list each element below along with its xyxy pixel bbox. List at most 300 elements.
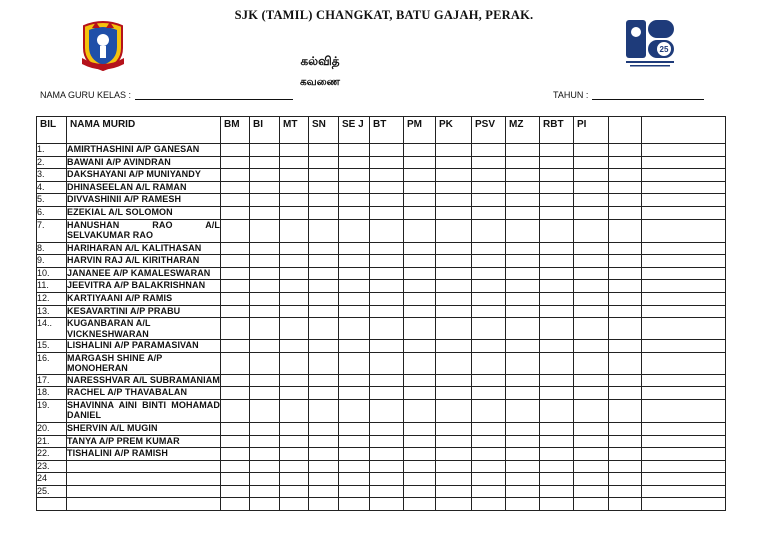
- grade-cell: [609, 292, 642, 305]
- grade-cell: [574, 473, 609, 486]
- grade-cell: [250, 498, 280, 511]
- row-student-name: HARIHARAN A/L KALITHASAN: [67, 242, 221, 255]
- row-bil: 24: [37, 473, 67, 486]
- grade-cell: [339, 448, 370, 461]
- grade-cell: [250, 473, 280, 486]
- grade-cell: [506, 156, 540, 169]
- grade-cell: [472, 242, 506, 255]
- grade-cell: [250, 156, 280, 169]
- grade-cell: [339, 242, 370, 255]
- grade-cell: [609, 181, 642, 194]
- grade-cell: [221, 318, 250, 340]
- table-row: [37, 352, 726, 374]
- grade-cell: [574, 219, 609, 242]
- grade-cell: [506, 255, 540, 268]
- grade-cell: [280, 399, 309, 422]
- row-student-name: JANANEE A/P KAMALESWARAN: [67, 267, 221, 280]
- grade-cell: [472, 156, 506, 169]
- grade-cell: [404, 305, 436, 318]
- row-student-name: TISHALINI A/P RAMISH: [67, 448, 221, 461]
- grade-cell: [370, 422, 404, 435]
- grade-cell: [540, 352, 574, 374]
- grade-cell: [309, 181, 339, 194]
- row-bil: 14..: [37, 318, 67, 340]
- grade-cell: [280, 460, 309, 473]
- col-header-rbt: RBT: [540, 117, 574, 144]
- grade-cell: [370, 169, 404, 182]
- grade-cell: [609, 144, 642, 157]
- tahun-blank-line: [592, 90, 704, 100]
- grade-cell: [540, 340, 574, 353]
- grade-cell: [609, 460, 642, 473]
- grade-cell: [221, 473, 250, 486]
- grade-cell: [609, 242, 642, 255]
- grade-cell: [221, 194, 250, 207]
- grade-cell: [309, 292, 339, 305]
- col-header-sej: SE J: [339, 117, 370, 144]
- grade-cell: [540, 318, 574, 340]
- grade-cell: [540, 448, 574, 461]
- grade-cell: [609, 435, 642, 448]
- svg-text:25: 25: [659, 45, 669, 54]
- grade-cell: [642, 194, 726, 207]
- grade-cell: [506, 318, 540, 340]
- row-student-name: AMIRTHASHINI A/P GANESAN: [67, 144, 221, 157]
- grade-cell: [609, 169, 642, 182]
- grade-cell: [472, 255, 506, 268]
- row-bil: 2.: [37, 156, 67, 169]
- grade-cell: [436, 156, 472, 169]
- grade-cell: [642, 374, 726, 387]
- col-header-blank-1: [609, 117, 642, 144]
- row-bil: 17.: [37, 374, 67, 387]
- grade-cell: [309, 352, 339, 374]
- grade-cell: [221, 399, 250, 422]
- grade-cell: [540, 194, 574, 207]
- grade-cell: [472, 498, 506, 511]
- grade-cell: [642, 387, 726, 400]
- grade-cell: [540, 267, 574, 280]
- grade-cell: [339, 374, 370, 387]
- col-header-psv: PSV: [472, 117, 506, 144]
- grade-cell: [221, 448, 250, 461]
- grade-cell: [221, 460, 250, 473]
- grade-cell: [221, 305, 250, 318]
- row-student-name: EZEKIAL A/L SOLOMON: [67, 206, 221, 219]
- grade-cell: [436, 448, 472, 461]
- table-row: [37, 206, 726, 219]
- grade-cell: [309, 206, 339, 219]
- grade-cell: [339, 318, 370, 340]
- grade-cell: [642, 485, 726, 498]
- grade-cell: [404, 473, 436, 486]
- grade-cell: [436, 181, 472, 194]
- grade-cell: [506, 280, 540, 293]
- grade-cell: [221, 219, 250, 242]
- grade-cell: [472, 219, 506, 242]
- grade-cell: [404, 267, 436, 280]
- grade-cell: [404, 255, 436, 268]
- grade-cell: [609, 374, 642, 387]
- grade-cell: [404, 156, 436, 169]
- grade-cell: [506, 305, 540, 318]
- row-student-name: HARVIN RAJ A/L KIRITHARAN: [67, 255, 221, 268]
- grade-cell: [309, 280, 339, 293]
- grade-cell: [280, 206, 309, 219]
- grade-cell: [221, 255, 250, 268]
- grade-cell: [540, 292, 574, 305]
- grade-cell: [404, 422, 436, 435]
- grade-cell: [642, 181, 726, 194]
- col-header-mz: MZ: [506, 117, 540, 144]
- grade-cell: [574, 144, 609, 157]
- grade-cell: [436, 473, 472, 486]
- grade-cell: [221, 292, 250, 305]
- grade-cell: [436, 318, 472, 340]
- table-row: [37, 194, 726, 207]
- grade-cell: [370, 352, 404, 374]
- table-row: [37, 280, 726, 293]
- row-student-name: DIVVASHINII A/P RAMESH: [67, 194, 221, 207]
- row-bil: 18.: [37, 387, 67, 400]
- grade-cell: [574, 255, 609, 268]
- grade-cell: [609, 194, 642, 207]
- grade-cell: [574, 305, 609, 318]
- grade-cell: [404, 374, 436, 387]
- grade-cell: [506, 181, 540, 194]
- grade-cell: [221, 169, 250, 182]
- grade-cell: [609, 280, 642, 293]
- table-row: [37, 242, 726, 255]
- grade-cell: [309, 473, 339, 486]
- row-student-name: JEEVITRA A/P BALAKRISHNAN: [67, 280, 221, 293]
- grade-cell: [404, 387, 436, 400]
- grade-cell: [221, 485, 250, 498]
- grade-cell: [370, 206, 404, 219]
- grade-cell: [339, 387, 370, 400]
- grade-cell: [642, 292, 726, 305]
- grade-cell: [339, 280, 370, 293]
- grade-cell: [506, 144, 540, 157]
- grade-cell: [370, 448, 404, 461]
- grade-cell: [221, 181, 250, 194]
- grade-cell: [540, 144, 574, 157]
- grade-cell: [339, 460, 370, 473]
- grade-cell: [472, 448, 506, 461]
- grade-cell: [309, 340, 339, 353]
- row-bil: 13.: [37, 305, 67, 318]
- grade-cell: [540, 399, 574, 422]
- table-row: [37, 181, 726, 194]
- grade-cell: [221, 352, 250, 374]
- grade-cell: [642, 206, 726, 219]
- grade-cell: [250, 292, 280, 305]
- grade-cell: [250, 387, 280, 400]
- grade-cell: [309, 374, 339, 387]
- grade-cell: [609, 473, 642, 486]
- grade-cell: [309, 435, 339, 448]
- grade-cell: [370, 255, 404, 268]
- grade-cell: [404, 219, 436, 242]
- row-bil: 15.: [37, 340, 67, 353]
- grade-cell: [574, 498, 609, 511]
- grade-cell: [309, 169, 339, 182]
- grade-cell: [436, 267, 472, 280]
- grade-cell: [436, 422, 472, 435]
- col-header-bil: BIL: [37, 117, 67, 144]
- guru-kelas-field: [40, 90, 293, 100]
- grade-cell: [250, 352, 280, 374]
- grade-cell: [404, 181, 436, 194]
- row-student-name: SHAVINNA AINI BINTI MOHAMAD DANIEL: [67, 399, 220, 421]
- table-row: [37, 219, 726, 242]
- table-row: [37, 422, 726, 435]
- grade-cell: [309, 255, 339, 268]
- grade-cell: [506, 387, 540, 400]
- grade-cell: [472, 144, 506, 157]
- grade-cell: [540, 305, 574, 318]
- grade-cell: [404, 435, 436, 448]
- grade-cell: [506, 292, 540, 305]
- grade-cell: [472, 194, 506, 207]
- grade-cell: [339, 219, 370, 242]
- grade-cell: [472, 340, 506, 353]
- grade-cell: [540, 498, 574, 511]
- col-header-pi: PI: [574, 117, 609, 144]
- table-row: [37, 267, 726, 280]
- grade-cell: [472, 387, 506, 400]
- grade-cell: [506, 219, 540, 242]
- grade-cell: [540, 387, 574, 400]
- grade-cell: [339, 435, 370, 448]
- grade-cell: [642, 473, 726, 486]
- grade-cell: [609, 399, 642, 422]
- row-student-name: TANYA A/P PREM KUMAR: [67, 435, 221, 448]
- grade-cell: [436, 460, 472, 473]
- grade-cell: [472, 352, 506, 374]
- grade-cell: [280, 181, 309, 194]
- grade-cell: [404, 280, 436, 293]
- grade-cell: [609, 318, 642, 340]
- grade-cell: [642, 460, 726, 473]
- grade-cell: [609, 219, 642, 242]
- row-student-name: KESAVARTINI A/P PRABU: [67, 305, 221, 318]
- grade-cell: [642, 219, 726, 242]
- grade-cell: [404, 448, 436, 461]
- table-row: [37, 318, 726, 340]
- grade-cell: [404, 194, 436, 207]
- grade-cell: [574, 399, 609, 422]
- grade-cell: [472, 181, 506, 194]
- grade-cell: [280, 340, 309, 353]
- grade-cell: [642, 435, 726, 448]
- grade-cell: [309, 318, 339, 340]
- grade-cell: [609, 267, 642, 280]
- grade-cell: [436, 498, 472, 511]
- student-grade-table: [36, 116, 726, 511]
- grade-cell: [370, 219, 404, 242]
- grade-cell: [540, 280, 574, 293]
- grade-cell: [540, 473, 574, 486]
- grade-cell: [339, 169, 370, 182]
- table-row: [37, 156, 726, 169]
- grade-cell: [472, 485, 506, 498]
- grade-cell: [436, 485, 472, 498]
- grade-cell: [506, 435, 540, 448]
- grade-cell: [370, 387, 404, 400]
- col-header-pm: PM: [404, 117, 436, 144]
- grade-cell: [280, 144, 309, 157]
- grade-cell: [339, 292, 370, 305]
- grade-cell: [280, 242, 309, 255]
- grade-cell: [280, 352, 309, 374]
- grade-cell: [250, 267, 280, 280]
- grade-cell: [309, 194, 339, 207]
- grade-cell: [574, 318, 609, 340]
- grade-cell: [309, 498, 339, 511]
- grade-cell: [436, 219, 472, 242]
- grade-cell: [221, 435, 250, 448]
- grade-cell: [436, 340, 472, 353]
- grade-cell: [221, 340, 250, 353]
- table-row: [37, 448, 726, 461]
- grade-cell: [280, 169, 309, 182]
- table-row: [37, 387, 726, 400]
- grade-cell: [280, 387, 309, 400]
- grade-cell: [309, 485, 339, 498]
- table-header-row: [37, 117, 726, 144]
- row-bil: 20.: [37, 422, 67, 435]
- grade-cell: [540, 435, 574, 448]
- grade-cell: [250, 242, 280, 255]
- grade-cell: [250, 460, 280, 473]
- grade-cell: [370, 267, 404, 280]
- grade-cell: [609, 422, 642, 435]
- grade-cell: [221, 422, 250, 435]
- school-name: SJK (TAMIL) CHANGKAT, BATU GAJAH, PERAK.: [234, 8, 534, 22]
- grade-cell: [221, 267, 250, 280]
- grade-cell: [221, 387, 250, 400]
- grade-cell: [540, 255, 574, 268]
- grade-cell: [339, 340, 370, 353]
- grade-cell: [280, 318, 309, 340]
- grade-cell: [339, 255, 370, 268]
- grade-cell: [574, 206, 609, 219]
- grade-cell: [221, 242, 250, 255]
- table-row: [37, 305, 726, 318]
- grade-cell: [574, 267, 609, 280]
- grade-cell: [436, 387, 472, 400]
- grade-cell: [339, 194, 370, 207]
- grade-cell: [250, 255, 280, 268]
- grade-cell: [642, 267, 726, 280]
- grade-cell: [540, 374, 574, 387]
- grade-cell: [250, 305, 280, 318]
- row-student-name: KUGANBARAN A/L VICKNESHWARAN: [67, 318, 221, 340]
- grade-cell: [642, 156, 726, 169]
- grade-cell: [506, 352, 540, 374]
- row-student-name: [67, 473, 221, 486]
- grade-cell: [506, 194, 540, 207]
- grade-cell: [642, 498, 726, 511]
- col-header-bm: BM: [221, 117, 250, 144]
- table-row: [37, 374, 726, 387]
- grade-cell: [280, 194, 309, 207]
- grade-cell: [370, 280, 404, 293]
- grade-cell: [472, 399, 506, 422]
- row-student-name: BAWANI A/P AVINDRAN: [67, 156, 221, 169]
- grade-cell: [404, 292, 436, 305]
- grade-cell: [250, 318, 280, 340]
- grade-cell: [609, 485, 642, 498]
- grade-cell: [339, 156, 370, 169]
- grade-cell: [574, 194, 609, 207]
- grade-cell: [404, 460, 436, 473]
- grade-cell: [574, 435, 609, 448]
- row-student-name: SHERVIN A/L MUGIN: [67, 422, 221, 435]
- grade-cell: [609, 352, 642, 374]
- grade-cell: [506, 374, 540, 387]
- grade-cell: [609, 206, 642, 219]
- grade-cell: [339, 352, 370, 374]
- grade-cell: [642, 352, 726, 374]
- grade-cell: [436, 352, 472, 374]
- grade-cell: [540, 181, 574, 194]
- grade-cell: [250, 485, 280, 498]
- grade-cell: [309, 399, 339, 422]
- table-row: [37, 460, 726, 473]
- grade-cell: [250, 280, 280, 293]
- grade-cell: [250, 206, 280, 219]
- col-header-pk: PK: [436, 117, 472, 144]
- grade-cell: [472, 460, 506, 473]
- table-row: [37, 473, 726, 486]
- grade-cell: [404, 485, 436, 498]
- grade-cell: [642, 242, 726, 255]
- grade-cell: [609, 156, 642, 169]
- row-bil: 21.: [37, 435, 67, 448]
- grade-cell: [250, 435, 280, 448]
- row-student-name: KARTIYAANI A/P RAMIS: [67, 292, 221, 305]
- grade-cell: [221, 498, 250, 511]
- grade-cell: [404, 206, 436, 219]
- row-bil: 11.: [37, 280, 67, 293]
- grade-cell: [280, 156, 309, 169]
- tahun-label: TAHUN :: [553, 90, 589, 100]
- grade-cell: [339, 473, 370, 486]
- grade-cell: [574, 242, 609, 255]
- grade-cell: [506, 422, 540, 435]
- row-bil: [37, 498, 67, 511]
- row-bil: 4.: [37, 181, 67, 194]
- grade-cell: [574, 169, 609, 182]
- row-student-name: [67, 485, 221, 498]
- grade-cell: [404, 399, 436, 422]
- grade-cell: [339, 485, 370, 498]
- grade-cell: [280, 448, 309, 461]
- grade-cell: [339, 498, 370, 511]
- grade-cell: [436, 399, 472, 422]
- grade-cell: [250, 340, 280, 353]
- grade-cell: [472, 422, 506, 435]
- grade-cell: [370, 194, 404, 207]
- grade-cell: [436, 169, 472, 182]
- grade-cell: [280, 374, 309, 387]
- grade-cell: [370, 144, 404, 157]
- grade-cell: [250, 181, 280, 194]
- grade-cell: [642, 448, 726, 461]
- col-header-blank-2: [642, 117, 726, 144]
